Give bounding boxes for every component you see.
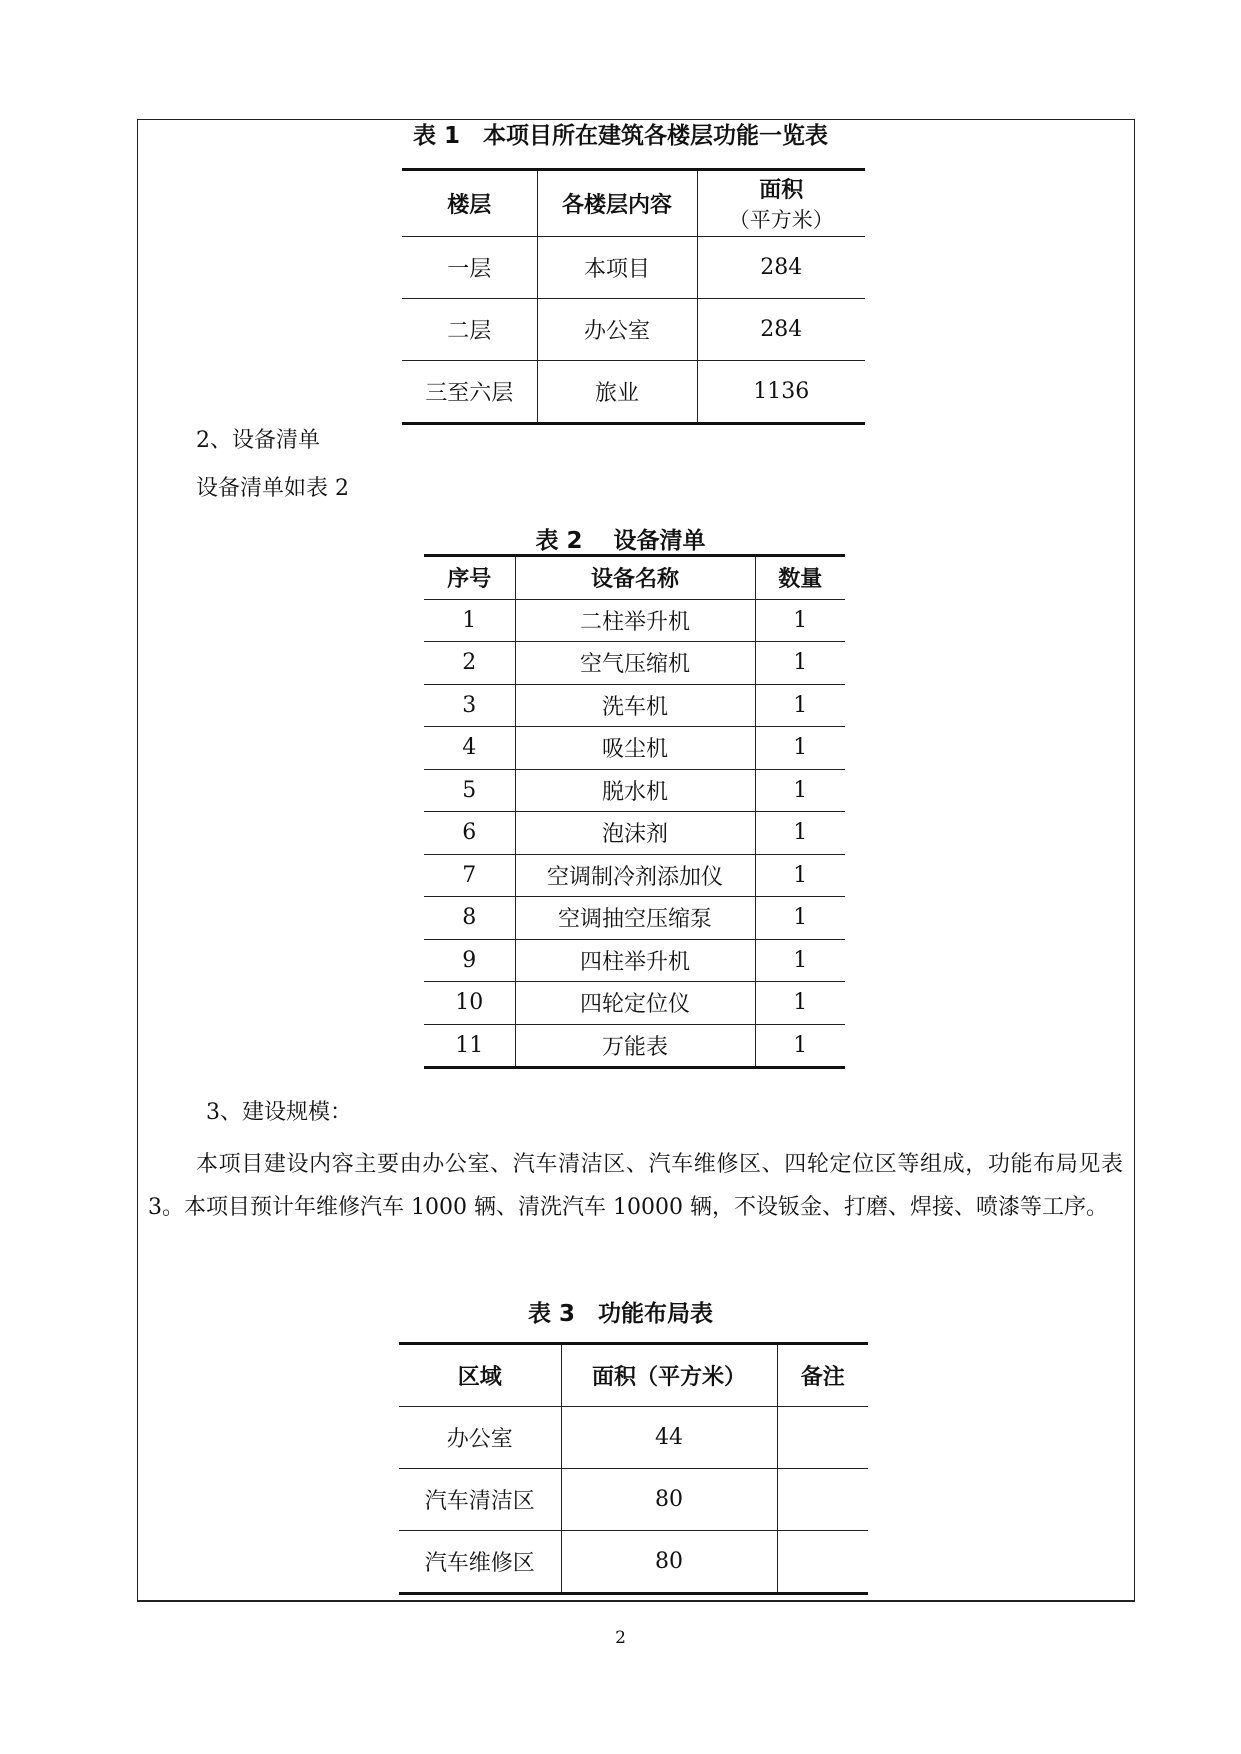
table1-cell: 二层 <box>402 299 537 361</box>
table2-cell: 1 <box>755 642 845 685</box>
section3-body: 本项目建设内容主要由办公室、汽车清洁区、汽车维修区、四轮定位区等组成，功能布局见表 3。本项目预计年维修汽车 1000 辆、清洗汽车 10000 辆，不设钣金、打磨、焊接、喷漆等工序。 <box>148 1152 1123 1220</box>
table2-header-index: 序号 <box>424 556 515 600</box>
table2-cell: 空气压缩机 <box>515 642 755 685</box>
table-row <box>424 1024 845 1068</box>
table2-cell: 7 <box>424 854 515 897</box>
table-row <box>424 684 845 727</box>
table-row <box>399 1407 868 1469</box>
table1-caption: 表 1 本项目所在建筑各楼层功能一览表 <box>412 123 828 149</box>
table3-cell: 汽车清洁区 <box>399 1469 561 1531</box>
table2-cell: 1 <box>755 982 845 1025</box>
table3-cell: 44 <box>561 1407 777 1469</box>
table-row <box>424 727 845 770</box>
section2-heading: 2、设备清单 <box>196 428 320 453</box>
table3-header-remark: 备注 <box>777 1344 868 1407</box>
table3-header-row <box>399 1344 868 1407</box>
table1-cell: 办公室 <box>537 299 697 361</box>
table2-cell: 1 <box>755 812 845 855</box>
table-row <box>424 897 845 940</box>
table-row <box>402 361 865 424</box>
table2-cell: 脱水机 <box>515 769 755 812</box>
table2-cell: 吸尘机 <box>515 727 755 770</box>
table3-cell: 80 <box>561 1469 777 1531</box>
table-row <box>399 1469 868 1531</box>
table-row <box>424 599 845 642</box>
table-row <box>424 812 845 855</box>
table2-cell: 1 <box>424 599 515 642</box>
table2-cell: 1 <box>755 769 845 812</box>
table2-cell: 9 <box>424 939 515 982</box>
table2-cell: 5 <box>424 769 515 812</box>
table-row <box>402 237 865 299</box>
table-row <box>399 1531 868 1594</box>
table1-cell: 旅业 <box>537 361 697 424</box>
table2-cell: 空调抽空压缩泵 <box>515 897 755 940</box>
table3-function-layout <box>399 1342 868 1595</box>
table2-cell: 四柱举升机 <box>515 939 755 982</box>
table2-cell: 2 <box>424 642 515 685</box>
table3-cell: 80 <box>561 1531 777 1594</box>
table1-floor-functions <box>402 168 865 425</box>
table2-cell: 万能表 <box>515 1024 755 1068</box>
table1-cell: 284 <box>697 237 865 299</box>
section2-intro: 设备清单如表 2 <box>196 476 349 501</box>
table1-cell: 本项目 <box>537 237 697 299</box>
table1-cell: 三至六层 <box>402 361 537 424</box>
table2-equipment-list <box>424 554 845 1069</box>
table-row <box>424 854 845 897</box>
table1-cell: 1136 <box>697 361 865 424</box>
table-row <box>424 769 845 812</box>
table-row <box>424 982 845 1025</box>
table3-header-area-size: 面积（平方米） <box>561 1344 777 1407</box>
page-number: 2 <box>615 1628 626 1648</box>
table3-cell <box>777 1469 868 1531</box>
table2-cell: 3 <box>424 684 515 727</box>
table2-cell: 11 <box>424 1024 515 1068</box>
table3-cell: 汽车维修区 <box>399 1531 561 1594</box>
section3-heading: 3、建设规模： <box>206 1100 352 1125</box>
table1-header-area-label: 面积 <box>759 178 804 203</box>
table2-cell: 10 <box>424 982 515 1025</box>
table1-header-floor: 楼层 <box>402 170 537 237</box>
table2-cell: 8 <box>424 897 515 940</box>
table1-header-row <box>402 170 865 237</box>
table2-header-qty: 数量 <box>755 556 845 600</box>
table2-cell: 1 <box>755 897 845 940</box>
table2-cell: 泡沫剂 <box>515 812 755 855</box>
table3-cell <box>777 1531 868 1594</box>
table2-cell: 6 <box>424 812 515 855</box>
table1-cell: 284 <box>697 299 865 361</box>
table2-header-row <box>424 556 845 600</box>
table2-cell: 1 <box>755 1024 845 1068</box>
table-row <box>424 642 845 685</box>
table-row <box>402 299 865 361</box>
table2-cell: 1 <box>755 684 845 727</box>
table1-header-area <box>697 170 865 237</box>
table2-cell: 二柱举升机 <box>515 599 755 642</box>
table2-cell: 1 <box>755 599 845 642</box>
table2-cell: 4 <box>424 727 515 770</box>
table2-cell: 洗车机 <box>515 684 755 727</box>
table1-cell: 一层 <box>402 237 537 299</box>
table2-cell: 1 <box>755 727 845 770</box>
table3-caption: 表 3 功能布局表 <box>527 1301 713 1327</box>
table2-cell: 1 <box>755 939 845 982</box>
table3-cell <box>777 1407 868 1469</box>
table2-header-name: 设备名称 <box>515 556 755 600</box>
table1-header-content: 各楼层内容 <box>537 170 697 237</box>
table3-cell: 办公室 <box>399 1407 561 1469</box>
table2-caption: 表 2 设备清单 <box>535 528 706 554</box>
table-row <box>424 939 845 982</box>
table2-cell: 1 <box>755 854 845 897</box>
table3-header-area-name: 区域 <box>399 1344 561 1407</box>
table1-header-area-unit: （平方米） <box>728 208 834 232</box>
table2-cell: 空调制冷剂添加仪 <box>515 854 755 897</box>
table2-cell: 四轮定位仪 <box>515 982 755 1025</box>
